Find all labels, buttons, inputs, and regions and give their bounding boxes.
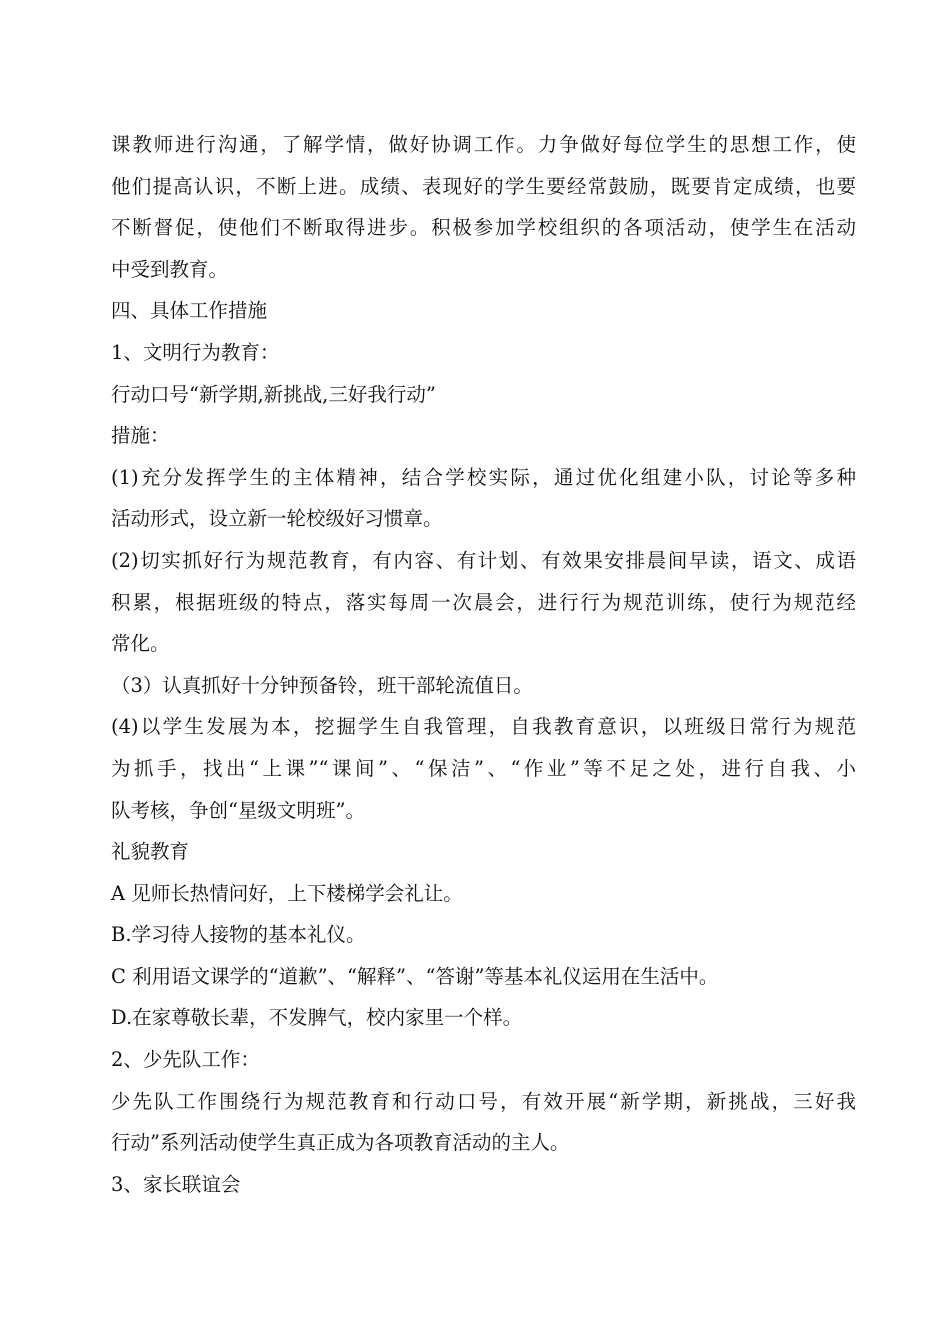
courtesy-heading: 礼貌教育 <box>111 840 190 864</box>
section-heading: 四、具体工作措施 <box>111 299 268 323</box>
measure-item-2-cont: 积累，根据班级的特点，落实每周一次晨会，进行行为规范训练，使行为规范经 <box>111 590 856 614</box>
measure-item-2-cont: 常化。 <box>111 632 170 656</box>
paragraph-line: 中受到教育。 <box>111 257 229 281</box>
subsection-heading: 1、文明行为教育： <box>111 340 280 364</box>
courtesy-item-c: C 利用语文课学的“道歉”、“解释”、“答谢”等基本礼仪运用在生活中。 <box>111 964 719 988</box>
paragraph-line: 课教师进行沟通，了解学情，做好协调工作。力争做好每位学生的思想工作，使 <box>111 133 856 156</box>
paragraph-line: 他们提高认识，不断上进。成绩、表现好的学生要经常鼓励，既要肯定成绩，也要 <box>111 174 856 198</box>
measure-item-4-cont: 队考核，争创“星级文明班”。 <box>111 798 365 822</box>
document-page <box>111 124 856 1205</box>
measure-item-1: (1)充分发挥学生的主体精神，结合学校实际，通过优化组建小队，讨论等多种 <box>111 465 856 489</box>
courtesy-item-b: B.学习待人接物的基本礼仪。 <box>111 923 366 947</box>
measures-label: 措施： <box>111 424 170 448</box>
measure-item-3: （3）认真抓好十分钟预备铃，班干部轮流值日。 <box>111 673 533 697</box>
courtesy-item-d: D.在家尊敬长辈，不发脾气，校内家里一个样。 <box>111 1006 523 1030</box>
slogan-line: 行动口号“新学期,新挑战,三好我行动” <box>111 382 436 406</box>
measure-item-4: (4)以学生发展为本，挖掘学生自我管理，自我教育意识，以班级日常行为规范 <box>111 715 856 739</box>
measure-item-4-cont: 为抓手，找出“上课”“课间”、“保洁”、“作业”等不足之处，进行自我、小 <box>111 756 856 780</box>
measure-item-1-cont: 活动形式，设立新一轮校级好习惯章。 <box>111 507 443 531</box>
courtesy-item-a: A 见师长热情问好，上下楼梯学会礼让。 <box>111 881 463 905</box>
paragraph-line: 行动”系列活动使学生真正成为各项教育活动的主人。 <box>111 1131 570 1155</box>
measure-item-2: (2)切实抓好行为规范教育，有内容、有计划、有效果安排晨间早读，语文、成语 <box>111 548 856 572</box>
paragraph-line: 不断督促，使他们不断取得进步。积极参加学校组织的各项活动，使学生在活动 <box>111 216 856 240</box>
subsection-heading: 2、少先队工作： <box>111 1048 260 1072</box>
subsection-heading: 3、家长联谊会 <box>111 1172 241 1196</box>
paragraph-line: 少先队工作围绕行为规范教育和行动口号，有效开展“新学期，新挑战，三好我 <box>111 1089 856 1113</box>
